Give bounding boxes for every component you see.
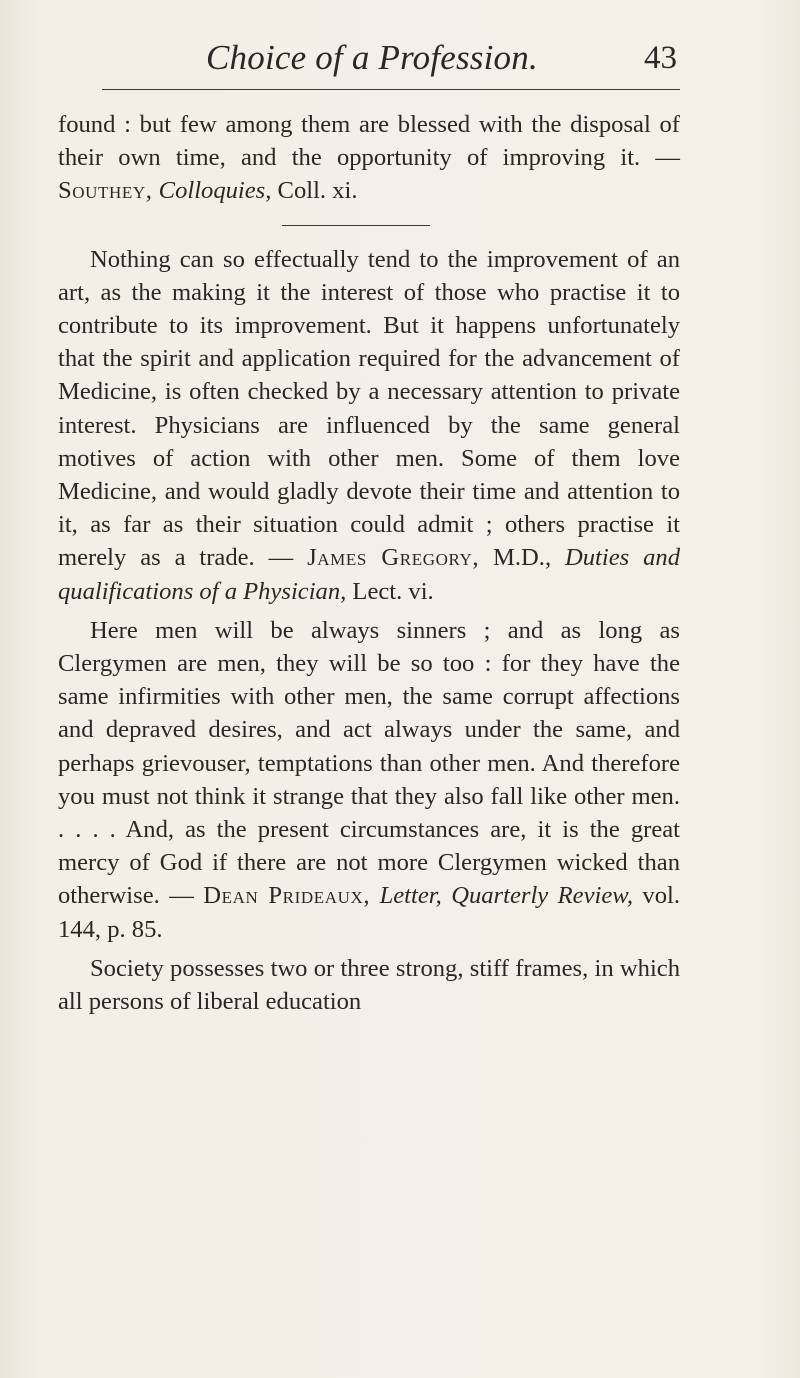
- quote-text: Society possesses two or three strong, stiff frames, in which all persons of liberal education: [58, 954, 680, 1016]
- quote-prideaux: [58, 614, 680, 946]
- quote-work-secondary: Quarterly Review,: [451, 882, 633, 910]
- quote-author-suffix: M.D.,: [479, 544, 565, 572]
- quote-work: Colloquies,: [158, 177, 272, 205]
- quote-text: Here men will be always sinners ; and as long as Clergymen are men, they will be so too : for they have the same infirmities with other men, the same corrupt affections and depraved desires, and act always under the same, and perhaps grievouser, temptations than other men. And therefore you must not think it strange that they also fall like other men. . . . . And, as the present circumstances are, it is the great mercy of God if there are not more Clergymen wicked than otherwise. —: [58, 616, 680, 910]
- running-title: Choice of a Profession.: [206, 38, 538, 77]
- section-divider: [282, 225, 430, 226]
- quote-text: found : but few among them are blessed with the disposal of their own time, and the opportunity of improving it. —: [58, 111, 680, 172]
- quote-gregory: [58, 243, 680, 608]
- quote-reference: Lect. vi.: [346, 577, 434, 605]
- quote-reference: vol. 144, p. 85.: [58, 882, 681, 943]
- header-rule: [102, 89, 680, 90]
- quote-author: Southey,: [58, 177, 153, 205]
- quote-work: Duties and qualifications of a Physician,: [58, 544, 681, 605]
- quote-reference: Coll. xi.: [271, 177, 358, 205]
- quote-text: Nothing can so effectually tend to the improvement of an art, as the making it the interest of those who practise it to contribute to its improvement. But it happens unfortunately that the spirit and application required for the advancement of Medicine, is often checked by a necessary attention to private interest. Physicians are influenced by the same general motives of action with other men. Some of them love Medicine, and would gladly devote their time and attention to it, as far as their situation could admit ; others practise it merely as a trade. —: [58, 245, 680, 572]
- quote-southey: [58, 108, 680, 208]
- quote-society: [58, 952, 680, 1018]
- quote-work: Letter,: [379, 882, 442, 910]
- body-text: [58, 108, 680, 1018]
- quote-author: James Gregory,: [307, 544, 480, 572]
- quote-author: Dean Prideaux,: [203, 882, 371, 910]
- running-head: [0, 38, 800, 78]
- page-number: 43: [644, 40, 677, 76]
